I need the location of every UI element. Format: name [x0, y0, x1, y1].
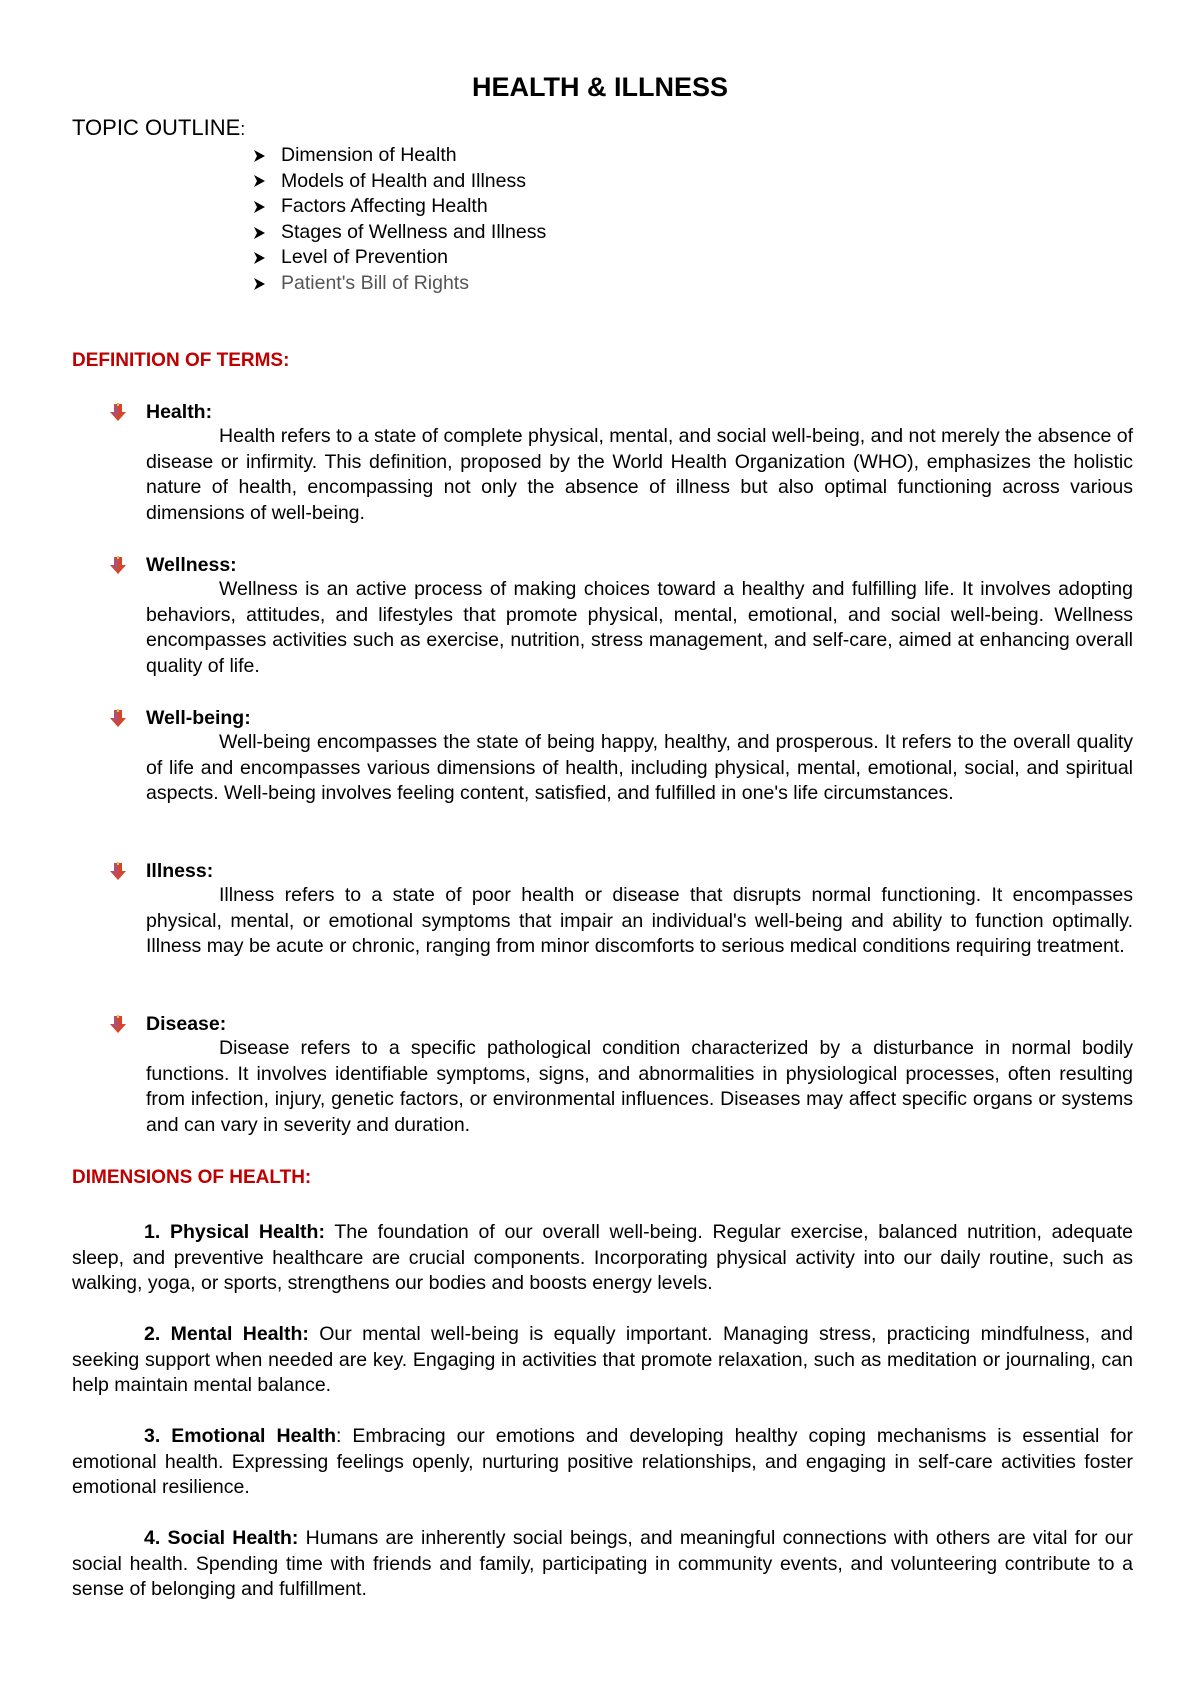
- arrow-down-bullet-icon: [108, 708, 128, 728]
- outline-item-label: Models of Health and Illness: [281, 169, 526, 192]
- arrow-bullet-icon: [253, 226, 266, 240]
- outline-item: [253, 143, 546, 169]
- dimension-text: : Embracing our emotions and developing healthy coping mechanisms is essential for emotional health. Expressing feelings openly, nurturing positive relationships, and engaging in self-care activities foster emotional resilience.: [72, 1425, 1134, 1499]
- outline-item: [253, 220, 546, 246]
- dimension-label: 4. Social Health:: [144, 1527, 299, 1549]
- dimension-mental-health: [72, 1322, 1133, 1399]
- dimension-label: 2. Mental Health:: [144, 1323, 309, 1345]
- outline-item: [253, 194, 546, 220]
- term-definition: Well-being encompasses the state of being happy, healthy, and prosperous. It refers to the overall quality of life and encompasses various dimensions of health, including physical, mental, emotional, social, and spiritual aspects. Well-being involves feeling content, satisfied, and fulfilled in one's life circumstances.: [146, 731, 1133, 805]
- outline-item-label: Dimension of Health: [281, 144, 457, 166]
- outline-item-label: Stages of Wellness and Illness: [281, 220, 547, 243]
- topic-outline-colon: :: [240, 119, 246, 139]
- dimension-social-health: [72, 1526, 1133, 1603]
- term-name: Health:: [146, 400, 213, 423]
- term-name: Wellness:: [146, 553, 237, 576]
- term-name: Illness:: [146, 859, 214, 882]
- term-name: Disease:: [146, 1012, 227, 1035]
- outline-item-label: Factors Affecting Health: [281, 195, 488, 218]
- outline-item: [253, 169, 546, 195]
- term-definition: Illness refers to a state of poor health or disease that disrupts normal functioning. It encompasses physical, mental, or emotional symptoms that impair an individual's well-being and ability to function optimally. Illness may be acute or chronic, ranging from minor discomforts to serious medical conditions requiring treatment.: [146, 884, 1133, 958]
- outline-item-label: Level of Prevention: [281, 246, 448, 269]
- page-title: HEALTH & ILLNESS: [472, 72, 728, 102]
- dimension-text: The foundation of our overall well-being. Regular exercise, balanced nutrition, adequate sleep, and preventive healthcare are crucial components. Incorporating physical activity into our daily routine, such as walking, yoga, or sports, strengthens our bodies and boosts energy levels.: [72, 1221, 1134, 1295]
- arrow-down-bullet-icon: [108, 555, 128, 575]
- term-illness: [108, 859, 1133, 960]
- outline-item-label: Patient's Bill of Rights: [281, 271, 469, 294]
- term-definition: Wellness is an active process of making choices toward a healthy and fulfilling life. It involves adopting behaviors, attitudes, and lifestyles that promote physical, mental, emotional, and social well-being. Wellness encompasses activities such as exercise, nutrition, stress management, and self-care, aimed at enhancing overall quality of life.: [146, 578, 1133, 677]
- arrow-bullet-icon: [253, 174, 266, 188]
- dimension-text: Humans are inherently social beings, and meaningful connections with others are vital for our social health. Spending time with friends and family, participating in community events, and volunteering contribute to a sense of belonging and fulfillment.: [72, 1527, 1133, 1601]
- arrow-bullet-icon: [253, 277, 266, 291]
- topic-outline-list: [253, 143, 546, 297]
- dimension-emotional-health: [72, 1424, 1133, 1501]
- arrow-down-bullet-icon: [108, 1014, 128, 1034]
- term-wellness: [108, 553, 1133, 679]
- arrow-bullet-icon: [253, 149, 266, 163]
- arrow-bullet-icon: [253, 251, 266, 265]
- dimension-label: 3. Emotional Health: [144, 1425, 337, 1447]
- term-well-being: [108, 706, 1133, 807]
- arrow-down-bullet-icon: [108, 402, 128, 422]
- topic-outline-text: TOPIC OUTLINE: [72, 115, 241, 140]
- dimension-label: 1. Physical Health:: [144, 1221, 325, 1243]
- outline-item: [253, 271, 546, 297]
- term-definition: Health refers to a state of complete physical, mental, and social well-being, and not merely the absence of disease or infirmity. This definition, proposed by the World Health Organization (WHO), emphasizes the holistic nature of health, encompassing not only the absence of illness but also optimal functioning across various dimensions of well-being.: [146, 425, 1133, 524]
- topic-outline-label: [72, 115, 245, 141]
- term-definition: Disease refers to a specific pathological condition characterized by a disturbance in normal bodily functions. It involves identifiable symptoms, signs, and abnormalities in physiological processes, often resulting from infection, injury, genetic factors, or environmental influences. Diseases may affect specific organs or systems and can vary in severity and duration.: [146, 1037, 1133, 1136]
- arrow-down-bullet-icon: [108, 861, 128, 881]
- arrow-bullet-icon: [253, 200, 266, 214]
- dimension-physical-health: [72, 1220, 1133, 1297]
- term-disease: [108, 1012, 1133, 1138]
- dimensions-of-health-heading: DIMENSIONS OF HEALTH:: [72, 1167, 312, 1188]
- outline-item: [253, 245, 546, 271]
- term-name: Well-being:: [146, 706, 251, 729]
- term-health: [108, 400, 1133, 526]
- dimension-text: Our mental well-being is equally important. Managing stress, practicing mindfulness, and seeking support when needed are key. Engaging in activities that promote relaxation, such as meditation or journaling, can help maintain mental balance.: [72, 1323, 1133, 1397]
- definition-of-terms-heading: DEFINITION OF TERMS:: [72, 350, 290, 371]
